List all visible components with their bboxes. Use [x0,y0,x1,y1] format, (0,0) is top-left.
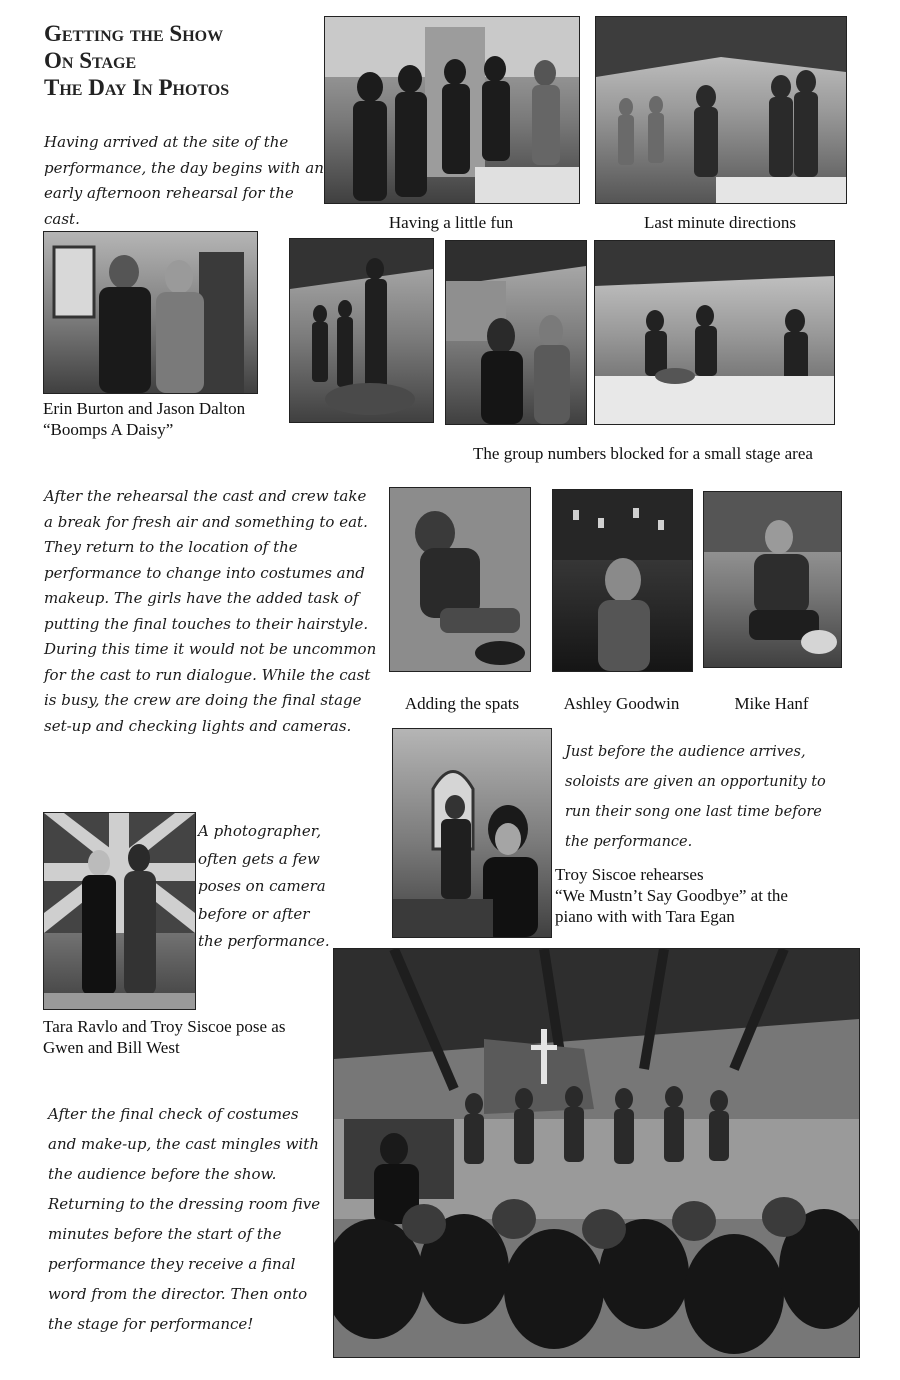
caption-troy-rehearses [555,864,855,927]
photo-erin-and-jason [43,231,258,394]
photo-having-fun [324,16,580,204]
break-paragraph: After the rehearsal the cast and crew take a break for fresh air and something to eat. They return to the location of the performance to change into costumes and makeup. The girls have the added task of putting the final touches to their hairstyle. During this time it would not be uncommon for the cast to run dialogue. While the cast is busy, the crew are doing the final stage set-up and checking lights and cameras. [44,487,377,735]
caption-erin-line-2: “Boomps A Daisy” [43,420,174,439]
photo-adding-spats [389,487,531,672]
caption-having-fun: Having a little fun [388,213,514,232]
caption-mike-hanf: Mike Hanf [734,694,809,713]
photographer-paragraph: A photographer, often gets a few poses on camera before or after the performance. [198,822,330,950]
photo-group-2 [445,240,587,425]
caption-group-numbers: The group numbers blocked for a small stage area [473,444,813,463]
caption-erin-and-jason [43,398,303,440]
final-paragraph: After the final check of costumes and make-up, the cast mingles with the audience before the show. Returning to the dressing room five minutes before the start of the performance they receive a final word from the director. Then onto the stage for performance! [48,1105,321,1333]
intro-paragraph: Having arrived at the site of the performance, the day begins with an early afternoon rehearsal for the cast. [44,133,324,228]
photo-ashley-goodwin [552,489,693,672]
caption-troy-line-2: “We Mustn’t Say Goodbye” at the [555,886,788,905]
photo-troy-and-tara-piano [392,728,552,938]
page-title [44,20,314,101]
photo-mike-hanf [703,491,842,668]
photo-tara-and-troy-pose [43,812,196,1010]
caption-tara-line-2: Gwen and Bill West [43,1038,180,1057]
title-line-3: The Day In Photos [44,75,230,100]
caption-tara-and-troy [43,1016,343,1058]
caption-adding-spats: Adding the spats [404,694,520,713]
caption-troy-line-1: Troy Siscoe rehearses [555,865,704,884]
caption-ashley-goodwin: Ashley Goodwin [563,694,680,713]
caption-troy-line-3: piano with with Tara Egan [555,907,735,926]
caption-last-minute-directions: Last minute directions [643,213,797,232]
photo-group-3 [594,240,835,425]
title-line-2: On Stage [44,48,137,73]
caption-erin-line-1: Erin Burton and Jason Dalton [43,399,246,418]
caption-tara-line-1: Tara Ravlo and Troy Siscoe pose as [43,1017,286,1036]
photo-performance [333,948,860,1358]
photo-last-minute-directions [595,16,847,204]
soloists-paragraph: Just before the audience arrives, soloists are given an opportunity to run their song one last time before the performance. [565,744,826,850]
title-line-1: Getting the Show [44,21,224,46]
photo-group-1 [289,238,434,423]
